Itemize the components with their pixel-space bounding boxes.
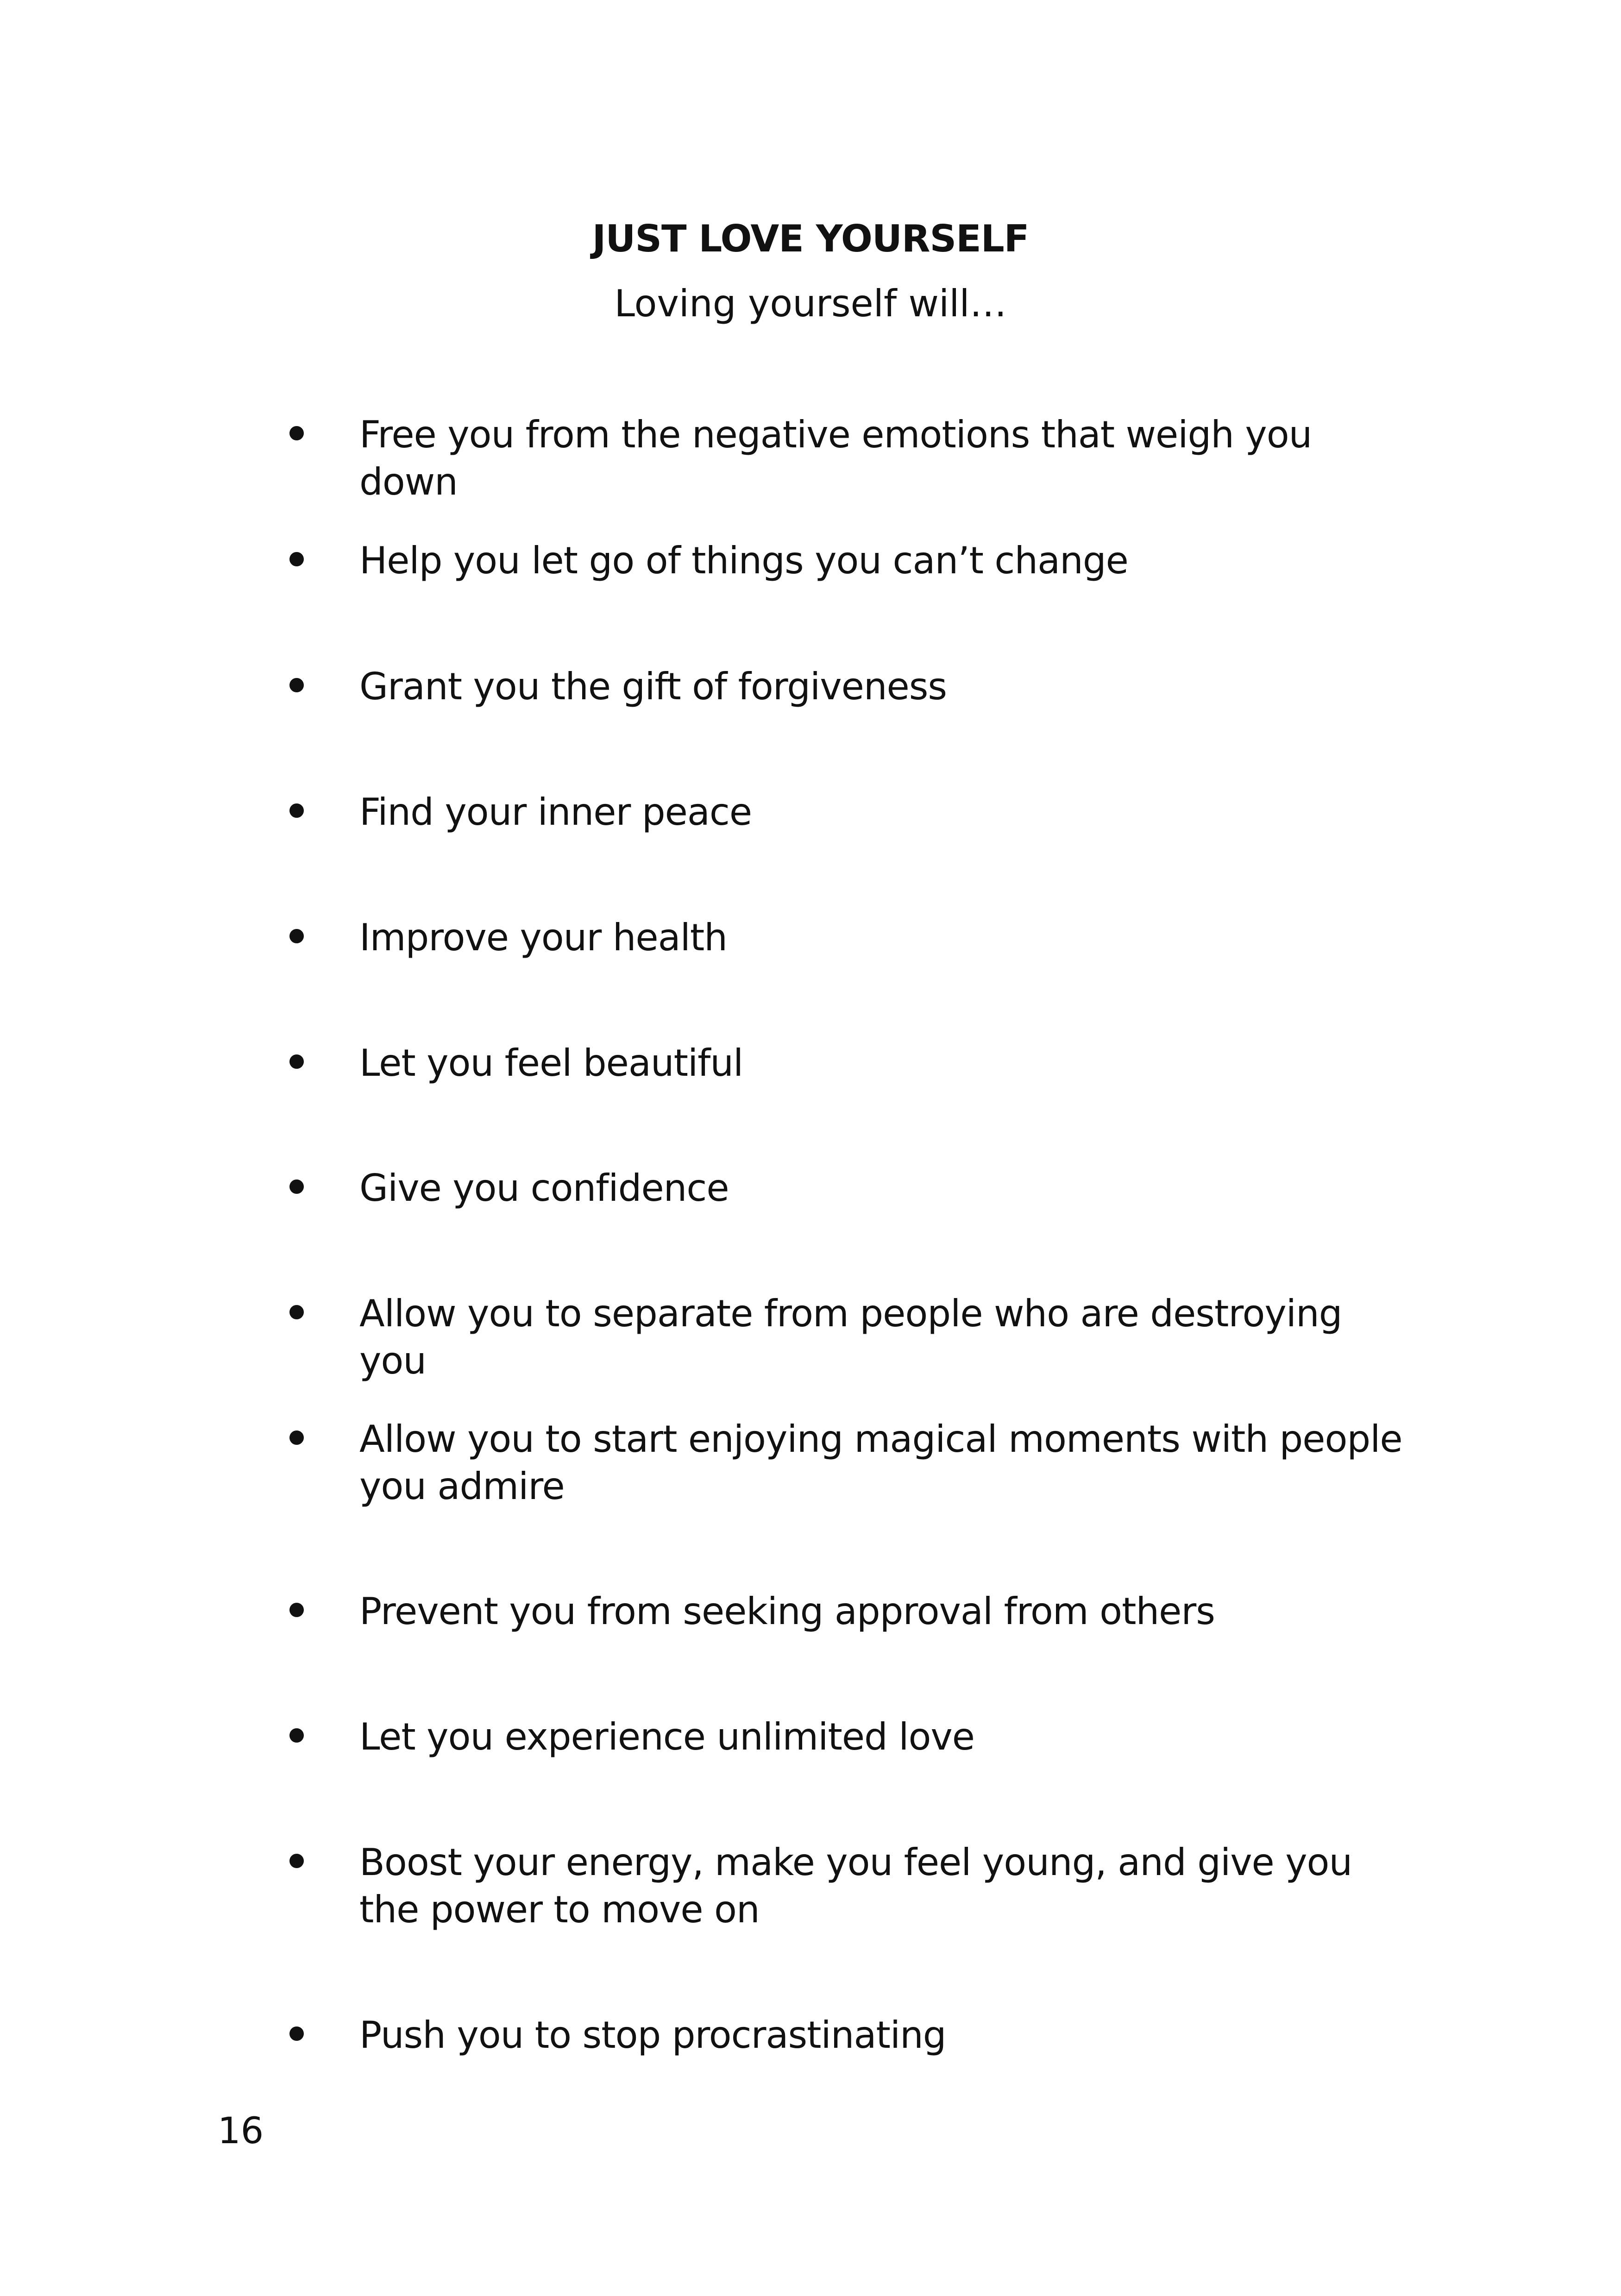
list-item-text: Allow you to separate from people who are destroying you xyxy=(359,1292,1342,1382)
bullet-icon xyxy=(289,1430,304,1445)
list-item-text: Free you from the negative emotions that weigh you down xyxy=(359,413,1312,503)
bullet-icon xyxy=(289,1603,304,1617)
list-item-text: Find your inner peace xyxy=(359,790,752,834)
page-number: 16 xyxy=(218,2110,264,2152)
bullet-icon xyxy=(289,803,304,818)
list-item-text: Improve your health xyxy=(359,916,727,959)
list-item-text: Boost your energy, make you feel young, and give you the power to move on xyxy=(359,1841,1352,1931)
page-subtitle: Loving yourself will… xyxy=(614,282,1007,325)
list-item-text: Prevent you from seeking approval from others xyxy=(359,1590,1215,1633)
bullet-icon xyxy=(289,2026,304,2041)
bullet-icon xyxy=(289,929,304,943)
list-item-text: Give you confidence xyxy=(359,1167,729,1210)
list-item-text: Let you experience unlimited love xyxy=(359,1715,974,1758)
list-item-text: Grant you the gift of forgiveness xyxy=(359,665,947,708)
bullet-icon xyxy=(289,1728,304,1743)
bullet-icon xyxy=(289,1305,304,1319)
bullet-icon xyxy=(289,552,304,566)
bullet-icon xyxy=(289,426,304,440)
bullet-icon xyxy=(289,1054,304,1069)
list-item-text: Help you let go of things you can’t change xyxy=(359,539,1128,582)
list-item-text: Let you feel beautiful xyxy=(359,1041,743,1085)
list-item-text: Allow you to start enjoying magical moments with people you admire xyxy=(359,1418,1402,1508)
list-item-text: Push you to stop procrastinating xyxy=(359,2014,946,2057)
bullet-icon xyxy=(289,1179,304,1194)
bullet-icon xyxy=(289,1854,304,1868)
page-title: JUST LOVE YOURSELF xyxy=(592,217,1029,260)
bullet-icon xyxy=(289,678,304,692)
